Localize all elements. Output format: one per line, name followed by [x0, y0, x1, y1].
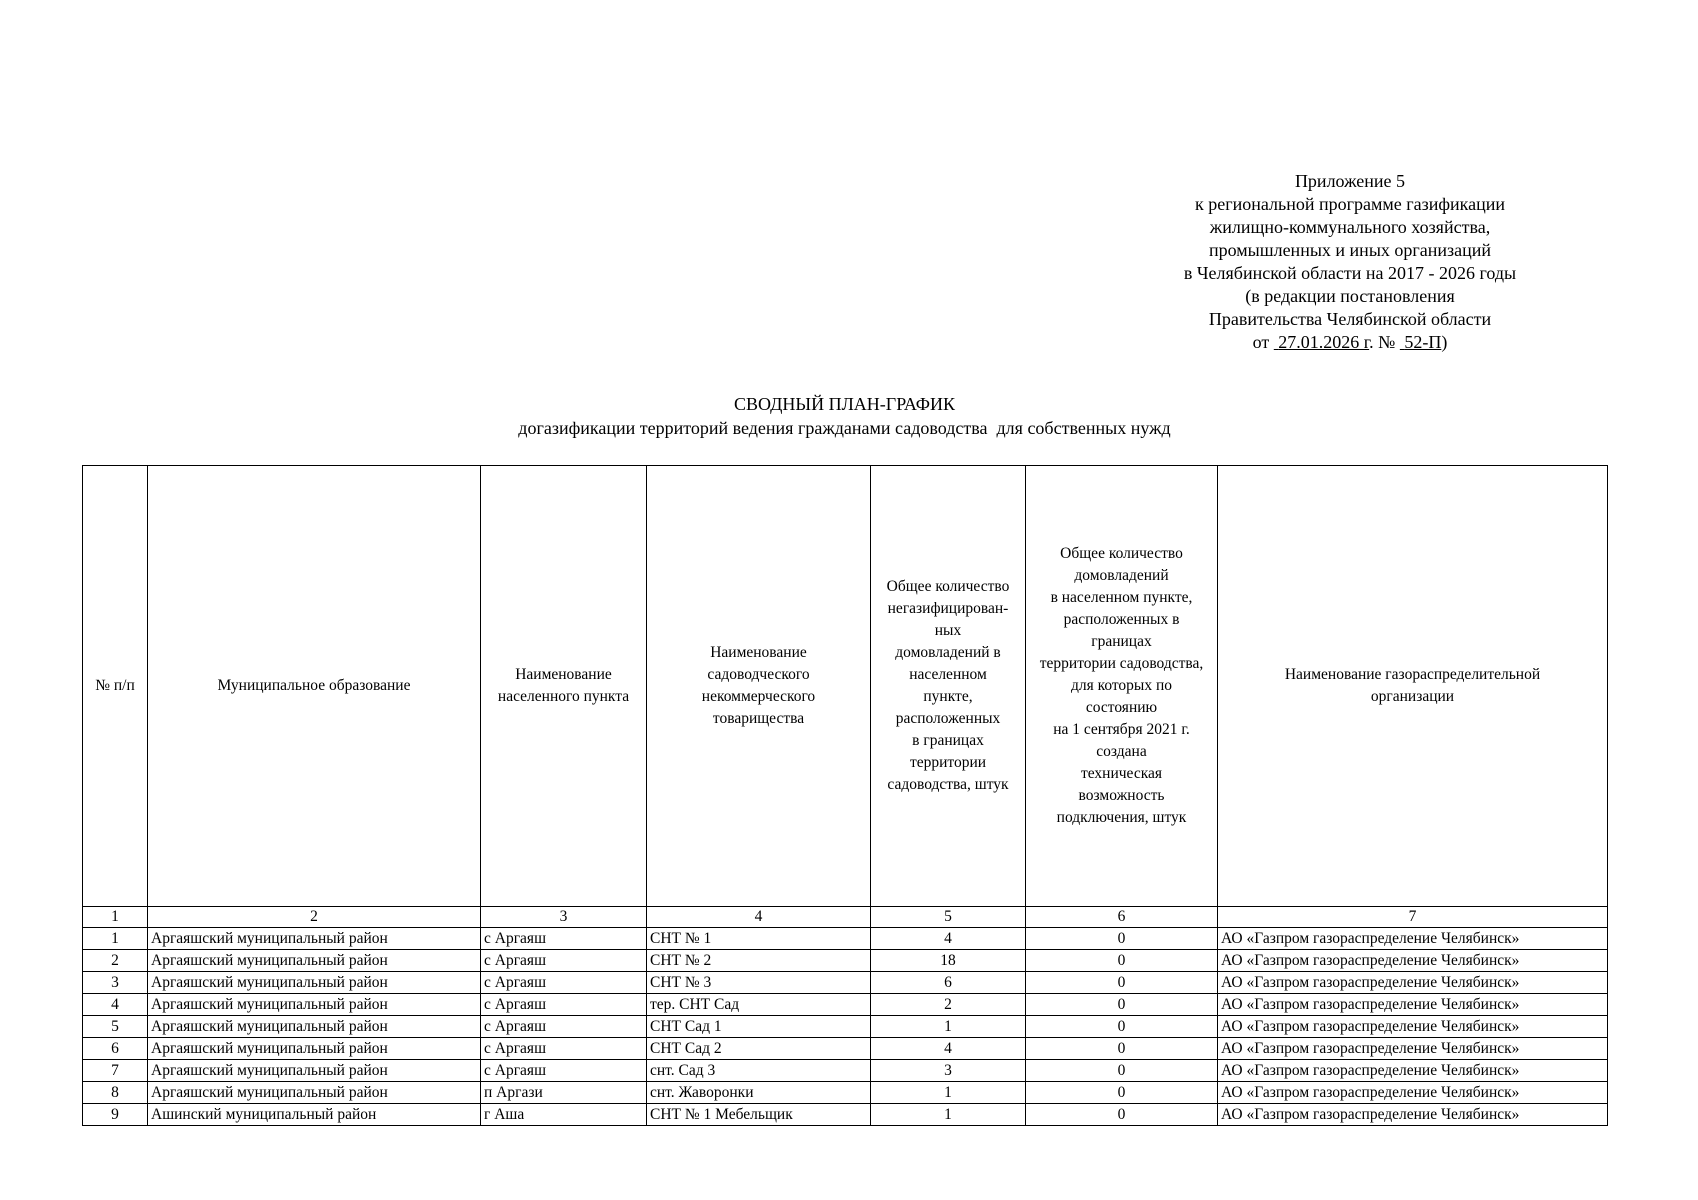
header-line: населенном: [909, 666, 987, 683]
table-row: [83, 1060, 1608, 1082]
appendix-line: (в редакции постановления: [1245, 286, 1455, 306]
header-settlement: [481, 466, 647, 907]
header-line: на 1 сентября 2021 г.: [1053, 721, 1190, 738]
gas-organization-cell: АО «Газпром газораспределение Челябинск»: [1218, 1016, 1608, 1038]
snt-cell: тер. СНТ Сад: [647, 994, 871, 1016]
snt-cell: СНТ № 1 Мебельщик: [647, 1104, 871, 1126]
header-line: товарищества: [712, 710, 805, 727]
snt-cell: СНТ Сад 2: [647, 1038, 871, 1060]
header-line: садоводства, штук: [887, 776, 1009, 793]
header-line: населенного пункта: [497, 688, 630, 705]
total-households-cell: 3: [871, 1060, 1026, 1082]
possible-households-cell: 0: [1026, 1082, 1218, 1104]
column-number: 6: [1026, 907, 1218, 928]
gas-organization-cell: АО «Газпром газораспределение Челябинск»: [1218, 950, 1608, 972]
settlement-cell: с Аргаяш: [481, 972, 647, 994]
gas-organization-cell: АО «Газпром газораспределение Челябинск»: [1218, 1038, 1608, 1060]
row-number: 6: [83, 1038, 148, 1060]
settlement-cell: с Аргаяш: [481, 928, 647, 950]
header-line: расположенных в: [1063, 611, 1180, 628]
header-line: пункте,: [923, 688, 973, 705]
row-number: 3: [83, 972, 148, 994]
municipality-cell: Аргаяшский муниципальный район: [148, 1082, 481, 1104]
settlement-cell: п Аргази: [481, 1082, 647, 1104]
header-line: домовладений: [1074, 567, 1169, 584]
row-number: 1: [83, 928, 148, 950]
header-number: № п/п: [83, 466, 148, 907]
column-numbers-row: [83, 907, 1608, 928]
table-row: [83, 1082, 1608, 1104]
municipality-cell: Аргаяшский муниципальный район: [148, 1016, 481, 1038]
table-row: [83, 972, 1608, 994]
decree-date: 27.01.2026 г: [1278, 332, 1370, 352]
table-header-row: [83, 466, 1608, 907]
column-number: 3: [481, 907, 647, 928]
header-line: возможность: [1078, 787, 1165, 804]
settlement-cell: с Аргаяш: [481, 1038, 647, 1060]
header-line: в границах: [912, 732, 984, 749]
municipality-cell: Аргаяшский муниципальный район: [148, 972, 481, 994]
total-households-cell: 1: [871, 1016, 1026, 1038]
close-paren: ): [1441, 332, 1448, 352]
gas-organization-cell: АО «Газпром газораспределение Челябинск»: [1218, 928, 1608, 950]
header-line: для которых по: [1070, 677, 1173, 694]
header-line: ных: [934, 622, 962, 639]
header-gas-organization: [1218, 466, 1608, 907]
plan-table: [82, 465, 1608, 1126]
header-line: организации: [1370, 688, 1455, 705]
header-line: Наименование газораспределительной: [1284, 666, 1541, 683]
header-line: подключения, штук: [1056, 809, 1187, 826]
snt-cell: СНТ № 1: [647, 928, 871, 950]
header-line: территории: [909, 754, 987, 771]
municipality-cell: Аргаяшский муниципальный район: [148, 994, 481, 1016]
row-number: 2: [83, 950, 148, 972]
column-number: 2: [148, 907, 481, 928]
header-line: территории садоводства,: [1039, 655, 1204, 672]
possible-households-cell: 0: [1026, 994, 1218, 1016]
appendix-line: промышленных и иных организаций: [1208, 240, 1492, 260]
appendix-header: [1110, 170, 1590, 354]
snt-cell: СНТ Сад 1: [647, 1016, 871, 1038]
row-number: 9: [83, 1104, 148, 1126]
municipality-cell: Аргаяшский муниципальный район: [148, 1060, 481, 1082]
possible-households-cell: 0: [1026, 1060, 1218, 1082]
table-row: [83, 928, 1608, 950]
appendix-line: в Челябинской области на 2017 - 2026 годы: [1183, 263, 1517, 283]
table-row: [83, 1104, 1608, 1126]
possible-households-cell: 0: [1026, 972, 1218, 994]
gas-organization-cell: АО «Газпром газораспределение Челябинск»: [1218, 972, 1608, 994]
snt-cell: снт. Жаворонки: [647, 1082, 871, 1104]
row-number: 4: [83, 994, 148, 1016]
snt-cell: СНТ № 2: [647, 950, 871, 972]
settlement-cell: г Аша: [481, 1104, 647, 1126]
header-line: создана: [1096, 743, 1147, 760]
total-households-cell: 1: [871, 1104, 1026, 1126]
total-households-cell: 1: [871, 1082, 1026, 1104]
row-number: 8: [83, 1082, 148, 1104]
table-row: [83, 950, 1608, 972]
municipality-cell: Аргаяшский муниципальный район: [148, 950, 481, 972]
appendix-line: к региональной программе газификации: [1194, 194, 1506, 214]
column-number: 7: [1218, 907, 1608, 928]
table-row: [83, 1016, 1608, 1038]
total-households-cell: 18: [871, 950, 1026, 972]
possible-households-cell: 0: [1026, 950, 1218, 972]
possible-households-cell: 0: [1026, 928, 1218, 950]
snt-cell: СНТ № 3: [647, 972, 871, 994]
appendix-line: жилищно-коммунального хозяйства,: [1209, 217, 1491, 237]
snt-cell: снт. Сад 3: [647, 1060, 871, 1082]
header-line: Общее количество: [1060, 545, 1183, 562]
total-households-cell: 6: [871, 972, 1026, 994]
header-line: расположенных: [895, 710, 1001, 727]
gas-organization-cell: АО «Газпром газораспределение Челябинск»: [1218, 994, 1608, 1016]
table-row: [83, 994, 1608, 1016]
header-line: границах: [1091, 633, 1152, 650]
settlement-cell: с Аргаяш: [481, 1060, 647, 1082]
total-households-cell: 4: [871, 1038, 1026, 1060]
possible-households-cell: 0: [1026, 1016, 1218, 1038]
header-snt: [647, 466, 871, 907]
row-number: 7: [83, 1060, 148, 1082]
settlement-cell: с Аргаяш: [481, 1016, 647, 1038]
decree-reference: [1110, 331, 1590, 354]
column-number: 4: [647, 907, 871, 928]
settlement-cell: с Аргаяш: [481, 994, 647, 1016]
header-total-households: [871, 466, 1026, 907]
header-line: домовладений в: [895, 644, 1001, 661]
header-households-with-possibility: [1026, 466, 1218, 907]
from-prefix: от: [1252, 332, 1270, 352]
number-prefix: . №: [1369, 332, 1396, 352]
header-line: садоводческого: [707, 666, 810, 683]
title-main: СВОДНЫЙ ПЛАН-ГРАФИК: [734, 394, 955, 414]
column-number: 1: [83, 907, 148, 928]
row-number: 5: [83, 1016, 148, 1038]
settlement-cell: с Аргаяш: [481, 950, 647, 972]
gas-organization-cell: АО «Газпром газораспределение Челябинск»: [1218, 1082, 1608, 1104]
municipality-cell: Ашинский муниципальный район: [148, 1104, 481, 1126]
gas-organization-cell: АО «Газпром газораспределение Челябинск»: [1218, 1104, 1608, 1126]
gas-organization-cell: АО «Газпром газораспределение Челябинск»: [1218, 1060, 1608, 1082]
appendix-line: Правительства Челябинской области: [1208, 309, 1492, 329]
header-line: состоянию: [1085, 699, 1158, 716]
header-line: Общее количество: [886, 578, 1010, 595]
total-households-cell: 4: [871, 928, 1026, 950]
possible-households-cell: 0: [1026, 1038, 1218, 1060]
municipality-cell: Аргаяшский муниципальный район: [148, 928, 481, 950]
column-number: 5: [871, 907, 1026, 928]
header-line: Наименование: [515, 666, 612, 683]
total-households-cell: 2: [871, 994, 1026, 1016]
appendix-number: Приложение 5: [1294, 171, 1406, 191]
header-line: Наименование: [710, 644, 807, 661]
header-municipality: Муниципальное образование: [148, 466, 481, 907]
possible-households-cell: 0: [1026, 1104, 1218, 1126]
decree-number: 52-П: [1404, 332, 1442, 352]
table-row: [83, 1038, 1608, 1060]
header-line: в населенном пункте,: [1050, 589, 1193, 606]
header-line: некоммерческого: [701, 688, 816, 705]
title-subtitle: догазификации территорий ведения гражданами садоводства для собственных нужд: [518, 418, 1171, 438]
document-title: [82, 392, 1607, 440]
header-line: негазифицирован-: [887, 600, 1009, 617]
header-line: техническая: [1080, 765, 1163, 782]
municipality-cell: Аргаяшский муниципальный район: [148, 1038, 481, 1060]
